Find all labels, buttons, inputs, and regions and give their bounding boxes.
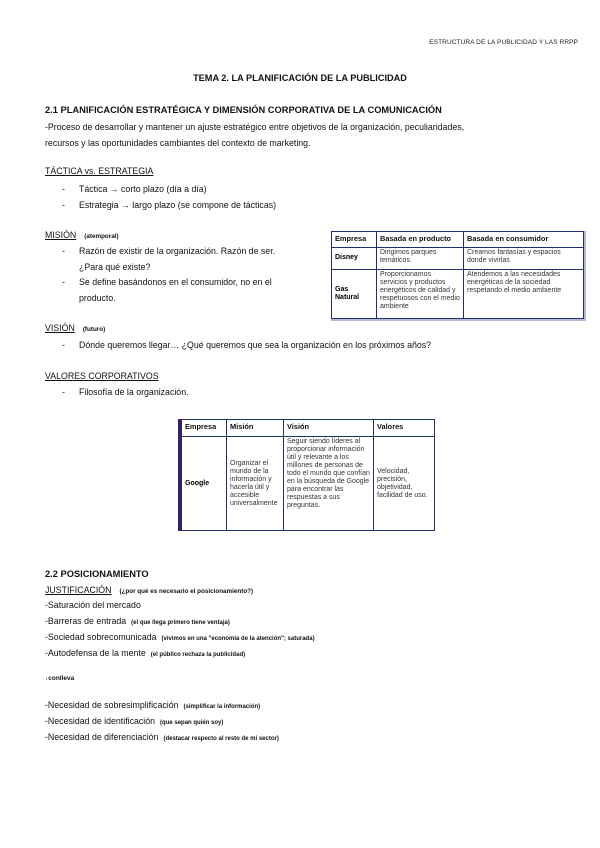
mission-comparison-table xyxy=(331,231,584,319)
mision-item-1-line-2: ¿Para qué existe? xyxy=(79,262,151,272)
list-item xyxy=(62,197,362,213)
bullet-dash: - xyxy=(62,184,65,194)
tactica-heading: TÁCTICA vs. ESTRATEGIA xyxy=(45,166,154,176)
col-header-consumidor: Basada en consumidor xyxy=(464,232,584,248)
reason-note: (vivimos en una "economía de la atención"; saturada) xyxy=(161,636,315,642)
estrategia-item: Estrategia → largo plazo (se compone de tácticas) xyxy=(79,200,277,210)
table-row xyxy=(332,248,584,270)
mission-cell: Organizar el mundo de la información y hacerla útil y accesible universalmente xyxy=(227,437,284,531)
product-cell: Proporcionamos servicios y productos energéticos de calidad y respetuosos con el medio ambiente xyxy=(377,269,464,318)
valores-heading: VALORES CORPORATIVOS xyxy=(45,371,159,381)
list-item xyxy=(45,632,315,642)
values-cell: Velocidad, precisión, objetividad, facilidad de uso. xyxy=(374,437,435,531)
section-2-1-heading: 2.1 PLANIFICACIÓN ESTRATÉGICA Y DIMENSIÓN CORPORATIVA DE LA COMUNICACIÓN xyxy=(45,105,442,115)
mission-comparison-table-frame xyxy=(331,231,586,321)
intro-line-1: -Proceso de desarrollar y mantener un ajuste estratégico entre objetivos de la organización, peculiaridades, xyxy=(45,122,465,132)
list-item xyxy=(45,616,230,626)
vision-cell: Seguir siendo líderes al proporcionar información útil y relevante a los millones de personas de todo el mundo que confían en la búsqueda de Google para encontrar las respuestas a sus preguntas. xyxy=(284,437,374,531)
google-table-frame xyxy=(178,419,435,531)
reason-text: -Sociedad sobrecomunicada xyxy=(45,632,157,642)
bullet-dash: - xyxy=(62,200,65,210)
reason-note: (el público rechaza la publicidad) xyxy=(150,652,246,658)
list-item xyxy=(62,274,322,306)
col-header-vision: Visión xyxy=(284,420,374,437)
list-item xyxy=(45,600,146,610)
company-cell: Google xyxy=(182,437,227,531)
bullet-dash: - xyxy=(62,246,65,256)
company-cell: Disney xyxy=(332,248,377,270)
table-row xyxy=(182,437,435,531)
col-header-valores: Valores xyxy=(374,420,435,437)
conlleva-label: ↓conlleva xyxy=(45,675,75,682)
reason-text: -Saturación del mercado xyxy=(45,600,141,610)
need-text: -Necesidad de identificación xyxy=(45,716,156,726)
need-note: (que sepan quién soy) xyxy=(160,720,224,726)
google-table xyxy=(181,419,435,531)
col-header-empresa: Empresa xyxy=(332,232,377,248)
vision-heading: VISIÓN xyxy=(45,323,75,333)
consumer-cell: Creamos fantasías y espacios donde vivirlas xyxy=(464,248,584,270)
col-header-producto: Basada en producto xyxy=(377,232,464,248)
list-item xyxy=(62,181,362,197)
bullet-dash: - xyxy=(62,387,65,397)
valores-item: Filosofía de la organización. xyxy=(79,387,189,397)
reason-text: -Barreras de entrada xyxy=(45,616,127,626)
mision-heading: MISIÓN xyxy=(45,230,77,240)
need-text: -Necesidad de diferenciación xyxy=(45,732,159,742)
bullet-dash: - xyxy=(62,340,65,350)
page-title: TEMA 2. LA PLANIFICACIÓN DE LA PUBLICIDAD xyxy=(193,73,407,83)
section-2-2-heading: 2.2 POSICIONAMIENTO xyxy=(45,569,149,579)
mision-item-2-line-1: Se define basándonos en el consumidor, no en el xyxy=(79,277,272,287)
intro-line-2: recursos y las oportunidades cambiantes del contexto de marketing. xyxy=(45,138,311,148)
consumer-cell: Atendemos a las necesidades energéticas de la sociedad respetando el medio ambiente xyxy=(464,269,584,318)
need-note: (destacar respecto al resto de mi sector) xyxy=(163,736,279,742)
reason-text: -Autodefensa de la mente xyxy=(45,648,146,658)
list-item xyxy=(45,716,223,726)
mision-item-1-line-1: Razón de existir de la organización. Razón de ser. xyxy=(79,246,276,256)
vision-note: (futuro) xyxy=(82,326,106,333)
tactica-item: Táctica → corto plazo (día a día) xyxy=(79,184,207,194)
col-header-empresa: Empresa xyxy=(182,420,227,437)
justificacion-note: (¿por qué es necesario el posicionamiento?) xyxy=(119,588,254,595)
vision-item: Dónde queremos llegar… ¿Qué queremos que sea la organización en los próximos años? xyxy=(79,340,432,350)
justificacion-heading: JUSTIFICACIÓN xyxy=(45,585,112,595)
running-header: ESTRUCTURA DE LA PUBLICIDAD Y LAS RRPP xyxy=(429,39,578,46)
list-item xyxy=(62,337,562,353)
list-item xyxy=(45,732,279,742)
table-row xyxy=(332,269,584,318)
list-item xyxy=(62,384,362,400)
reason-note: (el que llega primero tiene ventaja) xyxy=(131,620,230,626)
list-item xyxy=(45,648,245,658)
table-header-row xyxy=(332,232,584,248)
company-cell: Gas Natural xyxy=(332,269,377,318)
need-note: (simplificar la información) xyxy=(183,704,261,710)
list-item xyxy=(62,243,322,275)
mision-note: (atemporal) xyxy=(84,233,119,240)
vision-heading-row xyxy=(45,320,105,338)
mision-item-2-line-2: producto. xyxy=(79,293,116,303)
product-cell: Dirigimos parques temáticos xyxy=(377,248,464,270)
table-header-row xyxy=(182,420,435,437)
justificacion-row xyxy=(45,582,253,600)
bullet-dash: - xyxy=(62,277,65,287)
list-item xyxy=(45,700,260,710)
need-text: -Necesidad de sobresimplificación xyxy=(45,700,179,710)
col-header-mision: Misión xyxy=(227,420,284,437)
